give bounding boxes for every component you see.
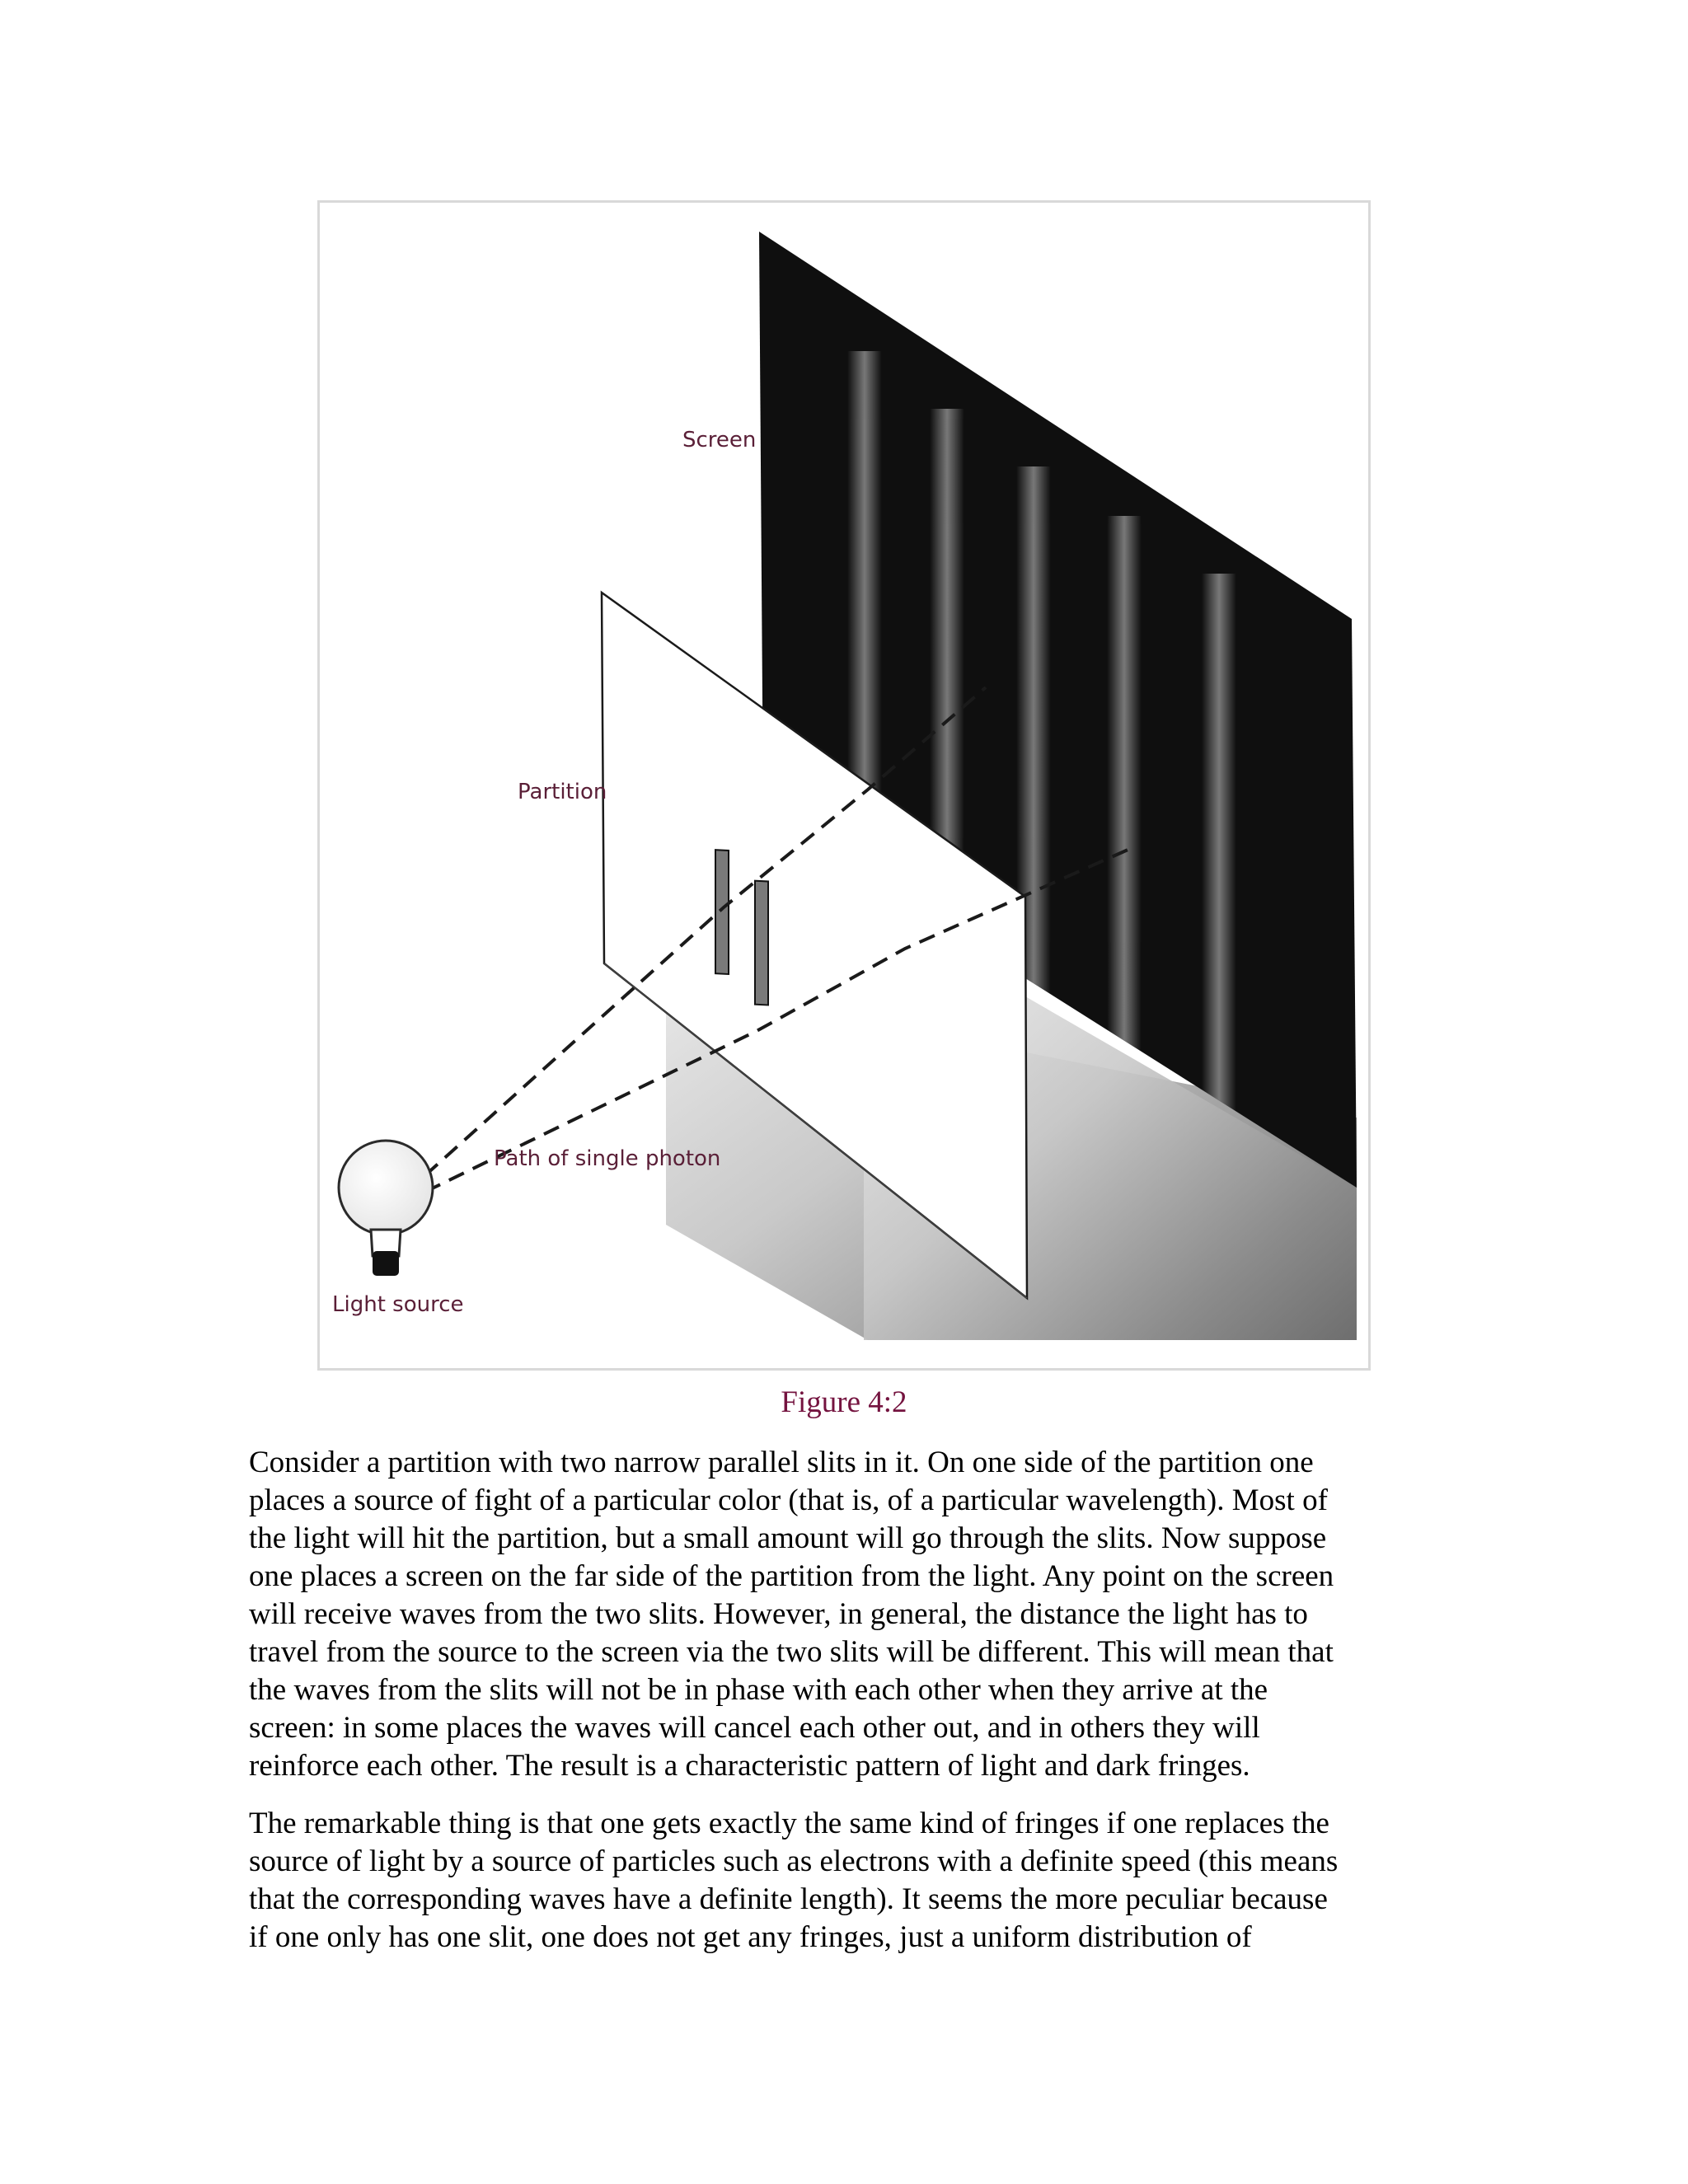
paragraph-1 [249, 1444, 1452, 1785]
paragraph-line: will receive waves from the two slits. However, in general, the distance the light has to [249, 1597, 1308, 1631]
figure-frame [317, 200, 1371, 1371]
label-photon-path: Path of single photon [494, 1146, 721, 1171]
paragraph-line: that the corresponding waves have a definite length). It seems the more peculiar because [249, 1882, 1328, 1916]
paragraph-line: places a source of fight of a particular color (that is, of a particular wavelength). Most of [249, 1483, 1328, 1517]
paragraph-line: screen: in some places the waves will cancel each other out, and in others they will [249, 1711, 1260, 1745]
paragraph-line: Consider a partition with two narrow parallel slits in it. On one side of the partition one [249, 1446, 1314, 1479]
paragraph-line: one places a screen on the far side of the partition from the light. Any point on the screen [249, 1559, 1334, 1593]
double-slit-diagram [320, 203, 1368, 1368]
paragraph-line: reinforce each other. The result is a characteristic pattern of light and dark fringes. [249, 1749, 1250, 1783]
label-screen: Screen [682, 428, 757, 452]
paragraph-line: source of light by a source of particles such as electrons with a definite speed (this means [249, 1844, 1339, 1878]
light-bulb-icon [339, 1141, 433, 1276]
label-light-source: Light source [332, 1292, 464, 1317]
slit-2 [755, 881, 768, 1005]
paragraph-line: the light will hit the partition, but a small amount will go through the slits. Now suppose [249, 1521, 1327, 1555]
paragraph-2 [249, 1805, 1452, 1957]
slit-1 [715, 850, 729, 974]
paragraph-line: The remarkable thing is that one gets exactly the same kind of fringes if one replaces the [249, 1807, 1329, 1840]
figure-caption: Figure 4:2 [781, 1385, 907, 1419]
paragraph-line: the waves from the slits will not be in phase with each other when they arrive at the [249, 1673, 1268, 1707]
paragraph-line: if one only has one slit, one does not get any fringes, just a uniform distribution of [249, 1920, 1252, 1954]
label-partition: Partition [518, 780, 607, 804]
paragraph-line: travel from the source to the screen via the two slits will be different. This will mean that [249, 1635, 1334, 1669]
